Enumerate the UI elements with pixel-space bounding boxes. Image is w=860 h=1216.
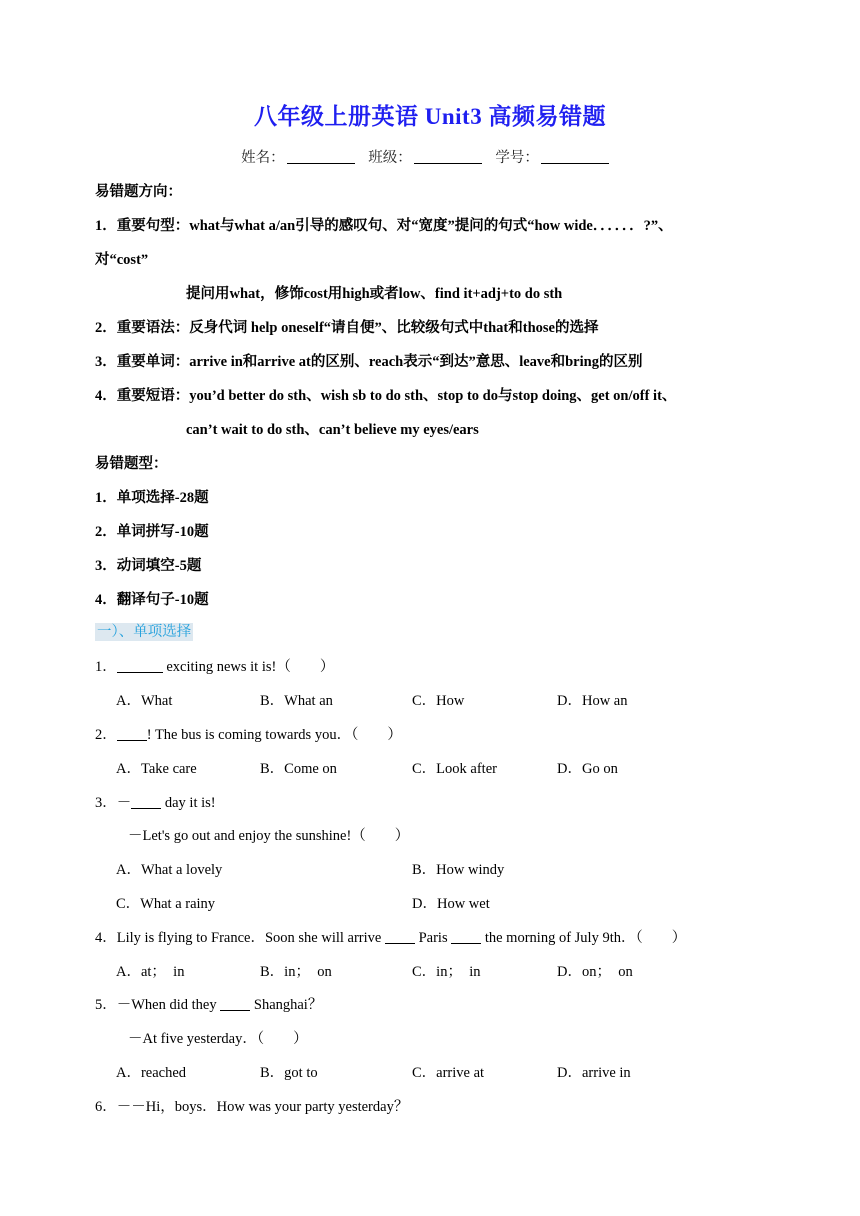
type-item-2: 2．单词拼写-10题: [95, 524, 209, 540]
answer-blank: [451, 931, 481, 944]
q1-option-a: A．What: [116, 693, 173, 709]
q1-option-c: C．How: [412, 693, 465, 709]
focus-item-1: 1．重要句型：what与what a/an引导的感叹句、对“宽度”提问的句式“how wide．．．．．．?”、: [95, 218, 673, 234]
q3-option-a: A．What a lovely: [116, 862, 223, 878]
question-3: 3．－ day it is!: [95, 795, 216, 811]
question-2: 2． ! The bus is coming towards you．（ ）: [95, 727, 402, 743]
q2-option-c: C．Look after: [412, 761, 497, 777]
focus-item-1-cont: 对“cost”: [95, 252, 149, 268]
focus-item-4: 4．重要短语：you’d better do sth、wish sb to do sth、stop to do与stop doing、get on/off it、: [95, 388, 677, 404]
q3-option-b: B．How windy: [412, 862, 505, 878]
q4-option-a: A．at； in: [116, 964, 185, 980]
q4-option-d: D．on； on: [557, 964, 633, 980]
q3-option-c: C．What a rainy: [116, 896, 216, 912]
question-5: 5．－When did they Shanghai？: [95, 997, 323, 1013]
q5-option-a: A．reached: [116, 1065, 187, 1081]
type-item-3: 3．动词填空-5题: [95, 558, 202, 574]
q4-option-b: B．in； on: [260, 964, 332, 980]
q1-option-b: B．What an: [260, 693, 333, 709]
name-label: 姓名：: [241, 150, 285, 166]
student-info: [0, 146, 860, 167]
q2-option-a: A．Take care: [116, 761, 197, 777]
question-5-line2: －At five yesterday．（ ）: [128, 1031, 308, 1047]
q1-option-d: D．How an: [557, 693, 628, 709]
q5-option-c: C．arrive at: [412, 1065, 485, 1081]
types-heading: 易错题型：: [95, 456, 168, 472]
question-6: 6．－－Hi，boys．How was your party yesterday？: [95, 1099, 409, 1115]
focus-item-1-cont2: 提问用what，修饰cost用high或者low、find it+adj+to do sth: [186, 286, 563, 302]
question-4: 4．Lily is flying to France．Soon she will arrive Paris the morning of July 9th．（ ）: [95, 930, 687, 946]
name-blank: [287, 149, 355, 164]
answer-blank: [117, 728, 147, 741]
answer-blank: [131, 796, 161, 809]
question-1: 1． exciting news it is!（ ）: [95, 659, 335, 675]
focus-item-4-cont: can’t wait to do sth、can’t believe my eyes/ears: [186, 422, 479, 438]
type-item-1: 1．单项选择-28题: [95, 490, 209, 506]
answer-blank: [385, 931, 415, 944]
q2-option-d: D．Go on: [557, 761, 618, 777]
section-label: 一）、单项选择: [97, 624, 192, 640]
id-blank: [541, 149, 609, 164]
class-blank: [414, 149, 482, 164]
page-title: 八年级上册英语 Unit3 高频易错题: [254, 104, 606, 129]
focus-item-3: 3．重要单词：arrive in和arrive at的区别、reach表示“到达”意思、leave和bring的区别: [95, 354, 643, 370]
q5-option-b: B．got to: [260, 1065, 318, 1081]
type-item-4: 4．翻译句子-10题: [95, 592, 209, 608]
answer-blank: [117, 660, 163, 673]
q4-option-c: C．in； in: [412, 964, 481, 980]
class-label: 班级：: [368, 150, 412, 166]
answer-blank: [220, 998, 250, 1011]
q2-option-b: B．Come on: [260, 761, 337, 777]
focus-heading: 易错题方向：: [95, 184, 182, 200]
id-label: 学号：: [495, 150, 539, 166]
q3-option-d: D．How wet: [412, 896, 490, 912]
question-3-line2: －Let's go out and enjoy the sunshine!（ ）: [128, 828, 410, 844]
focus-item-2: 2．重要语法：反身代词 help oneself“请自便”、比较级句式中that和those的选择: [95, 320, 599, 336]
q5-option-d: D．arrive in: [557, 1065, 631, 1081]
